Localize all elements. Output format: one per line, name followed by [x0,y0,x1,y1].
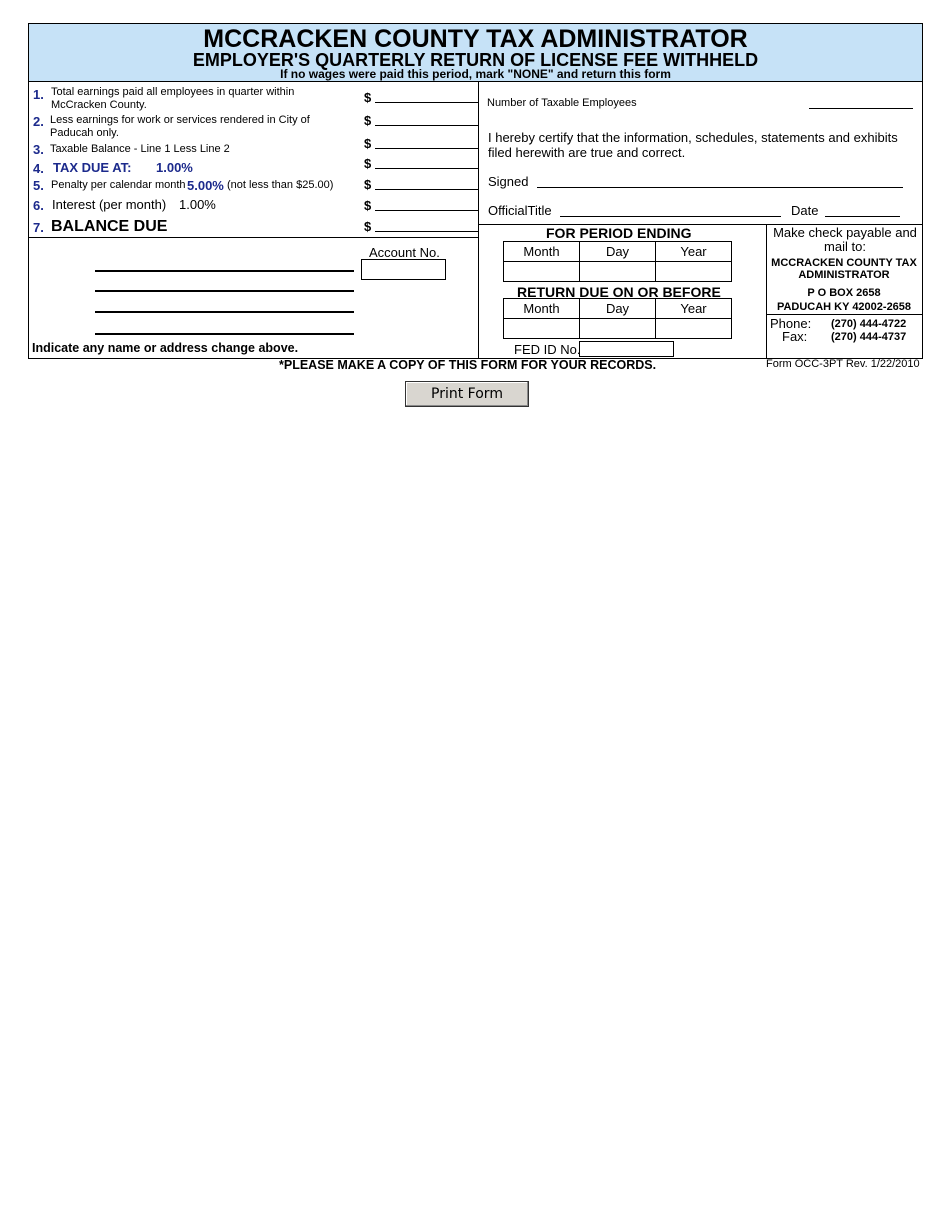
print-form-button[interactable]: Print Form [405,381,529,407]
address-line-2[interactable] [95,290,354,292]
period-ending-grid [503,241,732,282]
line-5-number: 5. [33,178,44,193]
form-revision: Form OCC-3PT Rev. 1/22/2010 [766,358,920,370]
mail-org-name: MCCRACKEN COUNTY TAX ADMINISTRATOR [771,257,917,281]
line-5-dollar: $ [364,177,372,192]
address-line-1[interactable] [95,270,354,272]
form-header [29,24,922,82]
fax-number: (270) 444-4737 [831,331,907,343]
balance-due-field[interactable] [375,231,478,232]
due-day-field[interactable] [580,319,656,339]
line-5-note: (not less than $25.00) [227,179,334,191]
line-7-dollar: $ [364,219,372,234]
mail-contact-divider [767,314,922,315]
period-ending-title: FOR PERIOD ENDING [546,225,692,241]
line-1-amount-field[interactable] [375,102,478,103]
line-5-rate: 5.00% [187,178,224,193]
line-4-amount-field[interactable] [375,168,478,169]
fed-id-field[interactable] [579,341,674,357]
payable-instruction: Make check payable and mail to: [773,225,917,254]
date-label: Date [791,203,819,218]
line-1-label: Total earnings paid all employees in quarter within McCracken County. [51,86,295,111]
official-title-label: OfficialTitle [488,203,552,218]
line-3-number: 3. [33,142,44,157]
due-month-header: Month [504,299,580,319]
line-4-dollar: $ [364,156,372,171]
signed-label: Signed [488,174,529,189]
center-divider [478,82,479,358]
tax-return-form [28,23,923,359]
period-year-field[interactable] [656,262,732,282]
line-4-rate: 1.00% [156,160,193,175]
due-year-header: Year [656,299,732,319]
address-change-note: Indicate any name or address change above. [32,341,299,355]
phone-label: Phone: [770,316,812,331]
line-6-dollar: $ [364,198,372,213]
period-month-header: Month [504,242,580,262]
account-number-label: Account No. [369,245,440,260]
line-3-label: Taxable Balance - Line 1 Less Line 2 [50,143,230,155]
line-6-number: 6. [33,198,44,213]
line-1-number: 1. [33,87,44,102]
date-field[interactable] [825,216,900,217]
line-2-amount-field[interactable] [375,125,478,126]
period-month-field[interactable] [504,262,580,282]
line-2-dollar: $ [364,113,372,128]
form-subtitle: EMPLOYER'S QUARTERLY RETURN OF LICENSE FEE WITHHELD [192,50,759,70]
mail-city: PADUCAH KY 42002-2658 [776,301,912,313]
line-4-number: 4. [33,161,44,176]
line-3-amount-field[interactable] [375,148,478,149]
line-7-label: BALANCE DUE [51,218,168,235]
fax-label: Fax: [782,329,808,344]
address-line-3[interactable] [95,311,354,313]
line-6-rate: 1.00% [179,197,216,212]
line-2-number: 2. [33,114,44,129]
taxable-employees-field[interactable] [809,108,913,109]
form-title: MCCRACKEN COUNTY TAX ADMINISTRATOR [203,25,748,53]
line-6-amount-field[interactable] [375,210,478,211]
line-6-label: Interest (per month) [52,197,167,212]
line-7-number: 7. [33,220,44,235]
line-1-dollar: $ [364,90,372,105]
taxable-employees-label: Number of Taxable Employees [487,97,637,109]
mail-po-box: P O BOX 2658 [807,287,881,299]
official-title-field[interactable] [560,216,781,217]
account-number-field[interactable] [361,259,446,280]
form-no-wages-note: If no wages were paid this period, mark "NONE" and return this form [280,67,671,81]
due-day-header: Day [580,299,656,319]
fed-id-label: FED ID No. [514,342,581,357]
copy-records-note: *PLEASE MAKE A COPY OF THIS FORM FOR YOUR RECORDS. [279,358,657,372]
period-day-header: Day [580,242,656,262]
line-2-label: Less earnings for work or services rendered in City of Paducah only. [50,114,310,139]
period-year-header: Year [656,242,732,262]
due-year-field[interactable] [656,319,732,339]
left-section-divider [29,237,478,238]
phone-number: (270) 444-4722 [831,318,907,330]
line-4-label: TAX DUE AT: [53,160,132,175]
due-month-field[interactable] [504,319,580,339]
line-5-amount-field[interactable] [375,189,478,190]
signature-field[interactable] [537,187,903,188]
line-3-dollar: $ [364,136,372,151]
certification-statement: I hereby certify that the information, schedules, statements and exhibits filed herewith are true and correct. [488,130,898,160]
return-due-grid [503,298,732,339]
line-5-label: Penalty per calendar month [51,179,186,191]
address-line-4[interactable] [95,333,354,335]
period-day-field[interactable] [580,262,656,282]
return-due-title: RETURN DUE ON OR BEFORE [517,284,721,300]
